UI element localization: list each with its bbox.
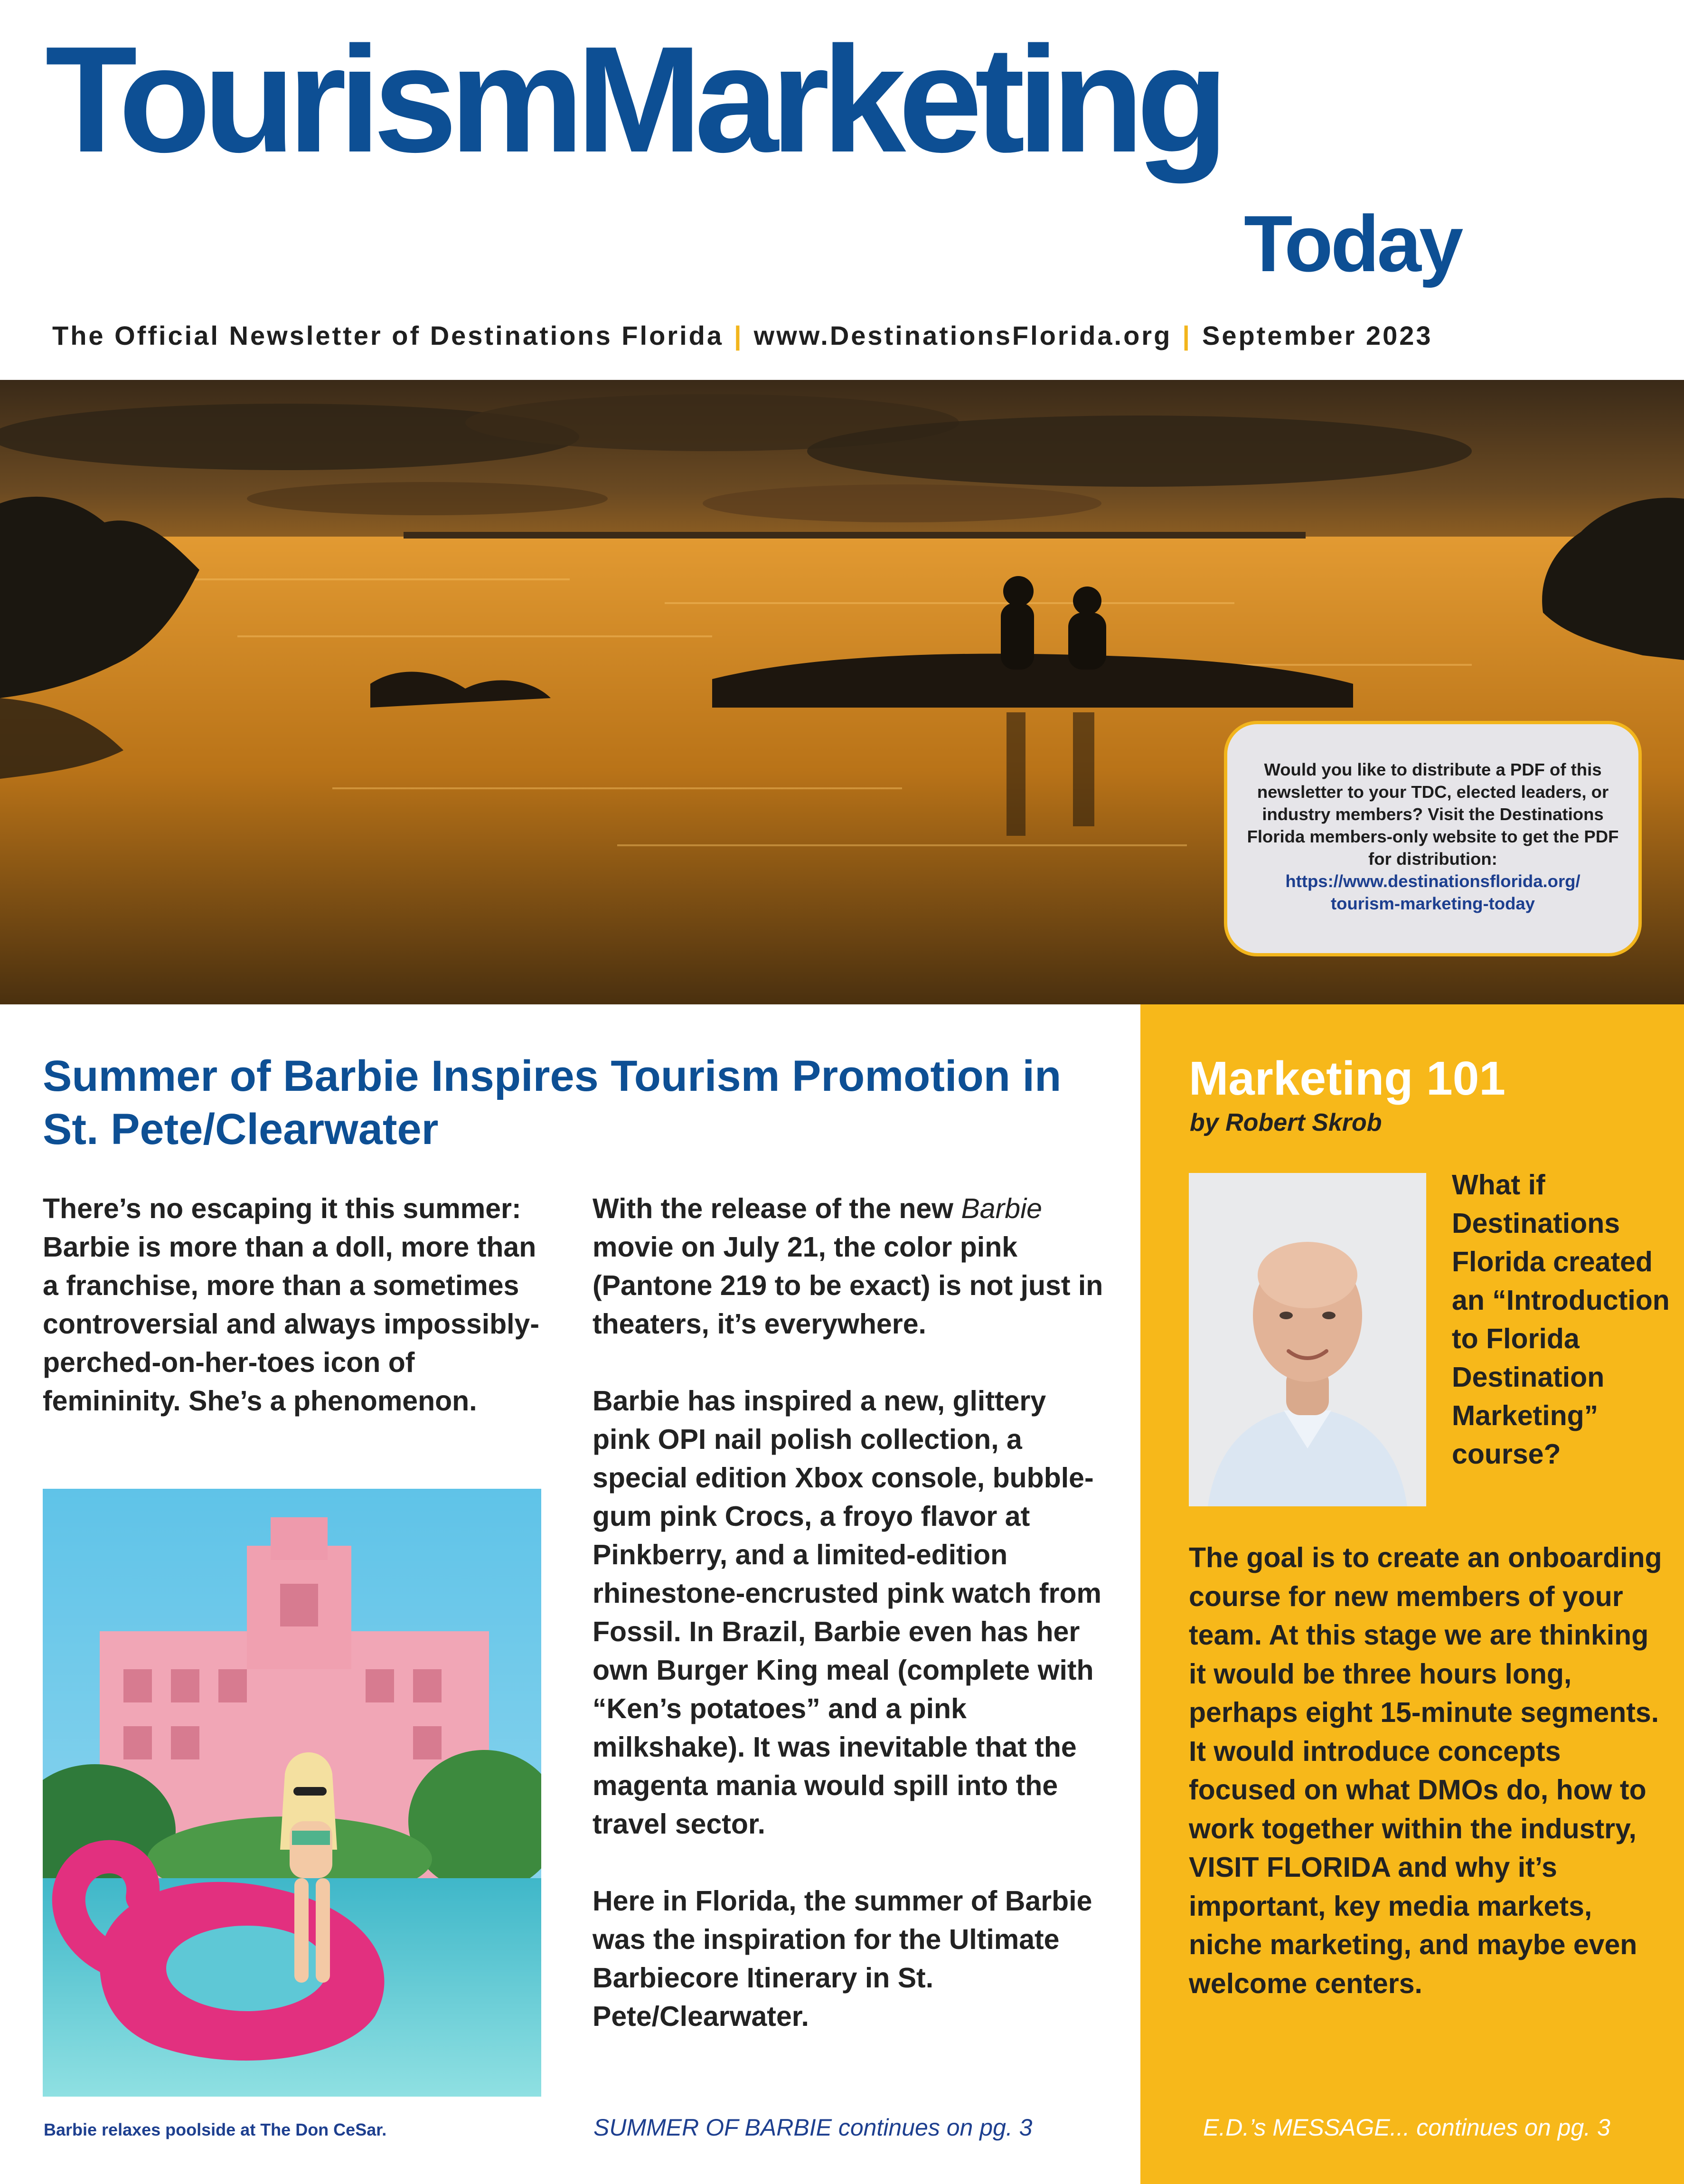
article-left-column bbox=[43, 1190, 546, 1459]
article-right-column bbox=[593, 1190, 1110, 2074]
tagline-website[interactable]: www.DestinationsFlorida.org bbox=[753, 321, 1172, 350]
callout-link-path[interactable]: tourism-marketing-today bbox=[1331, 894, 1535, 913]
article-continues-link[interactable]: SUMMER OF BARBIE continues on pg. 3 bbox=[593, 2114, 1033, 2141]
article-paragraph-3: Here in Florida, the summer of Barbie was the inspiration for the Ultimate Barbiecore Itinerary in St. Pete/Clearwater. bbox=[593, 1885, 1092, 2032]
tagline-date: September 2023 bbox=[1202, 321, 1433, 350]
article-paragraph-2: Barbie has inspired a new, glittery pink OPI nail polish collection, a special edition Xbox console, bubble-gum pink Crocs, a froyo flavor at Pinkberry, and a limited-edition rhinestone-encrusted pink watch from Fossil. In Brazil, Barbie even has her own Burger King meal (complete with “Ken’s potatoes” and a pink milkshake). It was inevitable that the magenta mania would spill into the travel sector. bbox=[593, 1385, 1101, 1840]
author-portrait-illustration bbox=[1189, 1173, 1426, 1506]
callout-link-url[interactable]: https://www.destinationsflorida.org/ bbox=[1285, 871, 1581, 891]
author-portrait bbox=[1189, 1173, 1426, 1506]
paragraph-1-rest: movie on July 21, the color pink (Pantone 219 to be exact) is not just in theaters, it’s everywhere. bbox=[593, 1231, 1103, 1340]
barbie-pool-illustration bbox=[43, 1489, 541, 2097]
callout-text: Would you like to distribute a PDF of this newsletter to your TDC, elected leaders, or industry members? Visit the Destinations Florida members-only website to get the PDF for distribution: bbox=[1247, 760, 1619, 869]
article-title: Summer of Barbie Inspires Tourism Promotion in St. Pete/Clearwater bbox=[43, 1052, 1062, 1153]
barbie-italic: Barbie bbox=[961, 1193, 1042, 1224]
article-intro-paragraph: There’s no escaping it this summer: Barbie is more than a doll, more than a franchise, more than a sometimes controversial and always impossibly-perched-on-her-toes icon of femininity. She’s a phenomenon. bbox=[43, 1193, 539, 1417]
masthead-subtitle: Today bbox=[1244, 199, 1461, 288]
sidebar-title: Marketing 101 bbox=[1189, 1052, 1505, 1105]
paragraph-1-lead: With the release of the new bbox=[593, 1193, 961, 1224]
photo-caption: Barbie relaxes poolside at The Don CeSar. bbox=[44, 2120, 387, 2139]
tagline bbox=[52, 319, 1638, 352]
sidebar-question: What if Destinations Florida created an “Introduction to Florida Destination Marketing” course? bbox=[1452, 1169, 1670, 1470]
masthead-title: TourismMarketing bbox=[45, 15, 1221, 184]
barbie-pool-photo bbox=[43, 1489, 541, 2097]
tagline-separator: | bbox=[734, 321, 743, 350]
tagline-separator: | bbox=[1182, 321, 1192, 350]
sidebar-body: The goal is to create an onboarding course for new members of your team. At this stage we are thinking it would be three hours long, perhaps eight 15-minute segments. It would introduce concepts focused on what DMOs do, how to work together within the industry, VISIT FLORIDA and why it’s important, key media markets, niche marketing, and maybe even welcome centers. bbox=[1189, 1542, 1662, 1999]
article-paragraph-1 bbox=[593, 1190, 1110, 1343]
distribution-callout bbox=[1224, 721, 1642, 956]
sidebar-continues-link[interactable]: E.D.’s MESSAGE... continues on pg. 3 bbox=[1203, 2114, 1610, 2141]
sidebar-byline: by Robert Skrob bbox=[1190, 1109, 1382, 1136]
tagline-publication: The Official Newsletter of Destinations Florida bbox=[52, 321, 724, 350]
